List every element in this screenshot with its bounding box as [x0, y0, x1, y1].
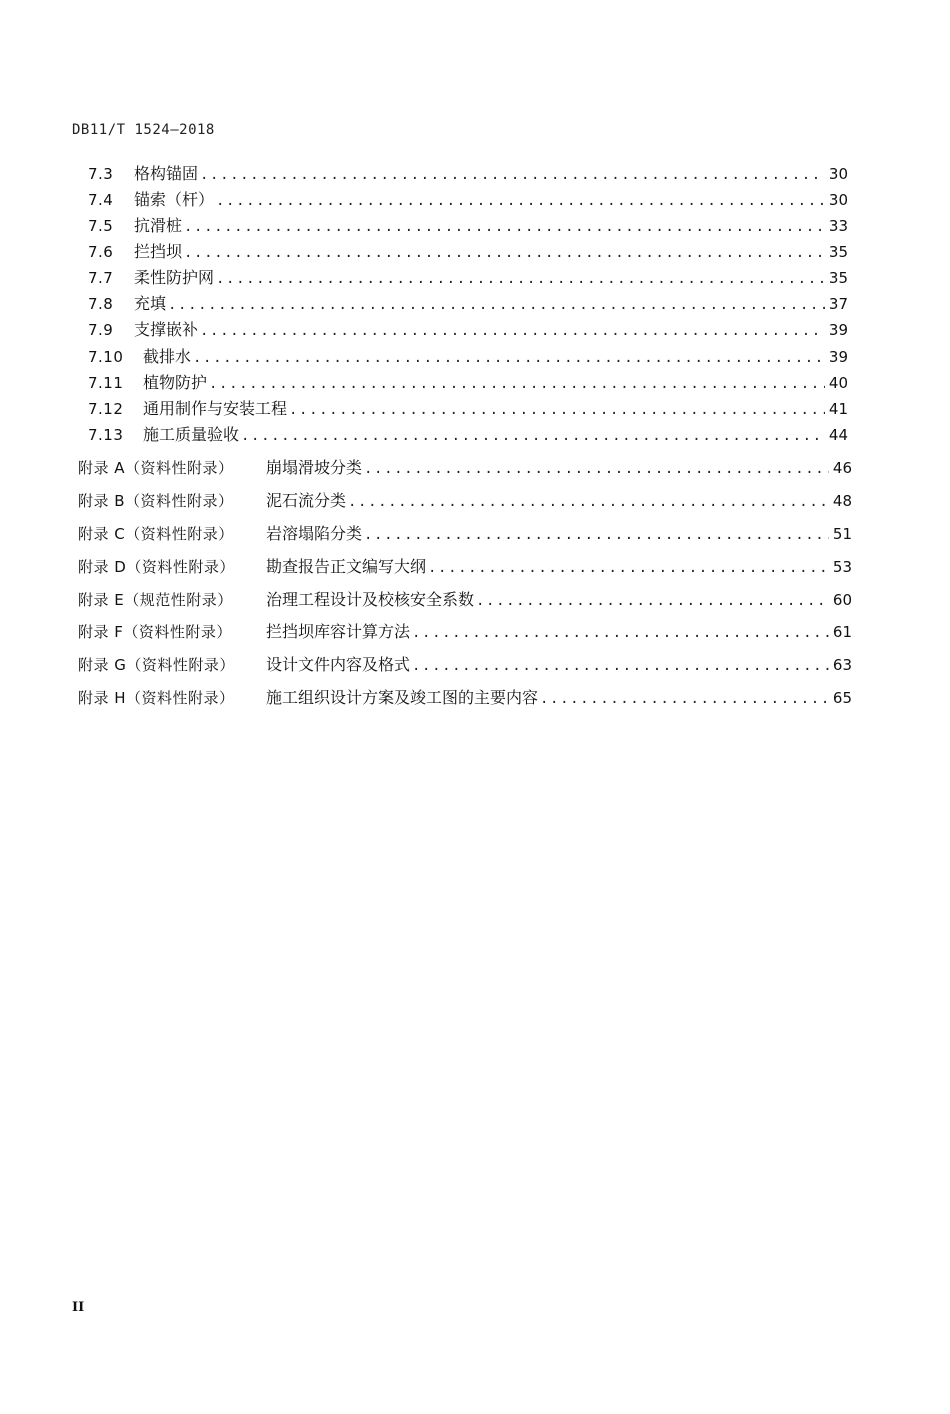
- toc-appendix-d[interactable]: [78, 557, 852, 578]
- toc-appendix-page: 48: [832, 492, 852, 510]
- toc-entry-page: 40: [828, 374, 848, 392]
- dot-leader: [364, 459, 829, 479]
- toc-entry-7-4[interactable]: [88, 190, 848, 211]
- toc-entry-page: 39: [828, 348, 848, 366]
- dot-leader: [412, 656, 829, 676]
- toc-entry-title: 施工质量验收: [143, 425, 240, 444]
- toc-entry-7-11[interactable]: [88, 373, 848, 394]
- toc-entry-7-10[interactable]: [88, 347, 848, 368]
- toc-appendix-title: 治理工程设计及校核安全系数: [266, 590, 475, 609]
- dot-leader: [200, 321, 825, 341]
- toc-entry-page: 35: [828, 269, 848, 287]
- document-code-header: DB11/T 1524—2018: [72, 122, 215, 138]
- toc-appendix-label: 附录 F（资料性附录）: [78, 623, 232, 641]
- toc-appendix-label: 附录 E（规范性附录）: [78, 591, 233, 609]
- toc-entry-page: 30: [828, 191, 848, 209]
- dot-leader: [200, 165, 825, 185]
- toc-appendix-page: 51: [832, 525, 852, 543]
- toc-appendix-b[interactable]: [78, 491, 852, 512]
- toc-entry-page: 33: [828, 217, 848, 235]
- toc-entry-page: 35: [828, 243, 848, 261]
- dot-leader: [216, 269, 825, 289]
- toc-appendix-c[interactable]: [78, 524, 852, 545]
- toc-appendix-label: 附录 G（资料性附录）: [78, 656, 235, 674]
- toc-entry-title: 锚索（杆）: [134, 190, 215, 209]
- dot-leader: [216, 191, 825, 211]
- toc-appendix-h[interactable]: [78, 688, 852, 709]
- toc-entry-title: 拦挡坝: [134, 242, 183, 261]
- toc-entry-number: 7.7: [88, 269, 114, 287]
- toc-entry-number: 7.6: [88, 243, 114, 261]
- toc-appendix-page: 46: [832, 459, 852, 477]
- toc-entry-number: 7.5: [88, 217, 114, 235]
- toc-appendix-e[interactable]: [78, 590, 852, 611]
- dot-leader: [209, 374, 825, 394]
- dot-leader: [412, 623, 829, 643]
- toc-appendix-label: 附录 C（资料性附录）: [78, 525, 234, 543]
- dot-leader: [184, 217, 825, 237]
- dot-leader: [540, 689, 829, 709]
- toc-entry-page: 30: [828, 165, 848, 183]
- dot-leader: [348, 492, 829, 512]
- toc-appendix-label: 附录 B（资料性附录）: [78, 492, 234, 510]
- toc-entry-title: 充填: [134, 294, 167, 313]
- toc-entry-page: 41: [828, 400, 848, 418]
- toc-appendix-g[interactable]: [78, 655, 852, 676]
- toc-entry-title: 抗滑桩: [134, 216, 183, 235]
- toc-entry-7-8[interactable]: [88, 294, 848, 315]
- toc-entry-7-6[interactable]: [88, 242, 848, 263]
- toc-entry-number: 7.12: [88, 400, 124, 418]
- toc-appendix-title: 勘查报告正文编写大纲: [266, 557, 427, 576]
- toc-appendix-title: 岩溶塌陷分类: [266, 524, 363, 543]
- toc-appendix-title: 拦挡坝库容计算方法: [266, 622, 411, 641]
- dot-leader: [428, 558, 829, 578]
- toc-appendix-page: 53: [832, 558, 852, 576]
- toc-entry-page: 39: [828, 321, 848, 339]
- toc-entry-7-9[interactable]: [88, 320, 848, 341]
- toc-appendix-f[interactable]: [78, 622, 852, 643]
- toc-entry-title: 截排水: [143, 347, 192, 366]
- toc-entry-title: 格构锚固: [134, 164, 199, 183]
- toc-appendix-label: 附录 H（资料性附录）: [78, 689, 235, 707]
- toc-entry-page: 37: [828, 295, 848, 313]
- dot-leader: [289, 400, 825, 420]
- toc-entry-7-5[interactable]: [88, 216, 848, 237]
- toc-entry-title: 植物防护: [143, 373, 208, 392]
- toc-entry-title: 支撑嵌补: [134, 320, 199, 339]
- dot-leader: [184, 243, 825, 263]
- toc-entry-7-13[interactable]: [88, 425, 848, 446]
- dot-leader: [476, 591, 829, 611]
- toc-entry-number: 7.11: [88, 374, 124, 392]
- toc-appendix-a[interactable]: [78, 458, 852, 479]
- toc-entry-7-3[interactable]: [88, 164, 848, 185]
- toc-appendix-page: 65: [832, 689, 852, 707]
- toc-entry-page: 44: [828, 426, 848, 444]
- toc-entry-title: 通用制作与安装工程: [143, 399, 288, 418]
- toc-appendix-page: 63: [832, 656, 852, 674]
- toc-entry-number: 7.10: [88, 348, 124, 366]
- toc-entry-number: 7.3: [88, 165, 114, 183]
- toc-appendix-page: 60: [832, 591, 852, 609]
- toc-entry-7-12[interactable]: [88, 399, 848, 420]
- toc-appendix-title: 设计文件内容及格式: [266, 655, 411, 674]
- toc-entry-7-7[interactable]: [88, 268, 848, 289]
- toc-appendix-title: 崩塌滑坡分类: [266, 458, 363, 477]
- toc-appendix-label: 附录 D（资料性附录）: [78, 558, 235, 576]
- dot-leader: [168, 295, 825, 315]
- toc-appendix-title: 施工组织设计方案及竣工图的主要内容: [266, 688, 539, 707]
- dot-leader: [241, 426, 825, 446]
- toc-appendix-page: 61: [832, 623, 852, 641]
- dot-leader: [193, 348, 825, 368]
- toc-entry-title: 柔性防护网: [134, 268, 215, 287]
- toc-appendix-label: 附录 A（资料性附录）: [78, 459, 234, 477]
- toc-entry-number: 7.13: [88, 426, 124, 444]
- toc-appendix-title: 泥石流分类: [266, 491, 347, 510]
- dot-leader: [364, 525, 829, 545]
- page-number-footer: II: [72, 1300, 85, 1315]
- toc-entry-number: 7.4: [88, 191, 114, 209]
- toc-entry-number: 7.8: [88, 295, 114, 313]
- toc-entry-number: 7.9: [88, 321, 114, 339]
